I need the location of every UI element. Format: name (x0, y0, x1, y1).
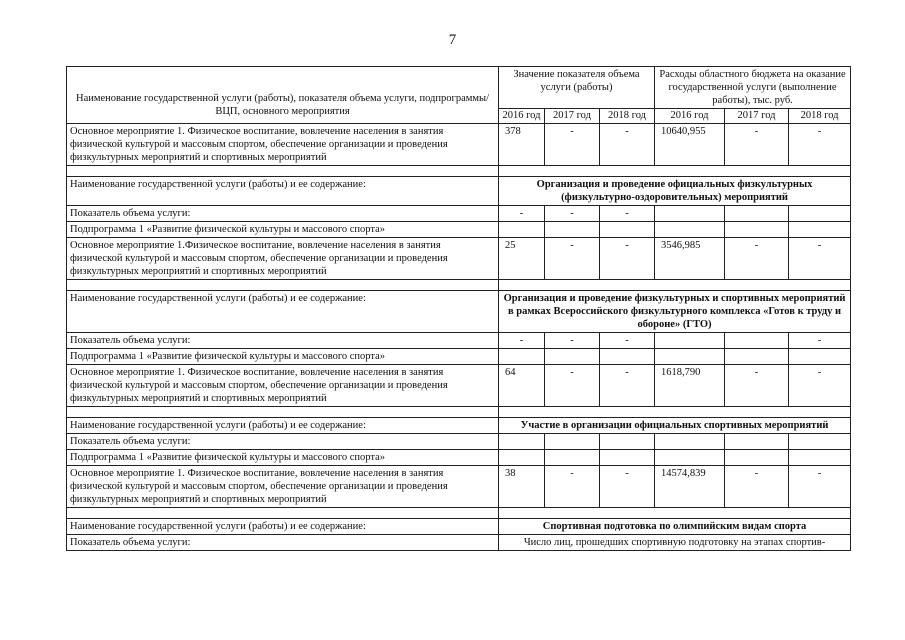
measure-row (67, 466, 851, 508)
service-title: Организация и проведение физкультурных и спортивных мероприятий в рамках Всероссийского физкультурного комплекса «Готов к труду и обороне» (ГТО) (499, 291, 851, 333)
value-2017: - (545, 124, 600, 166)
header-value-group: Значение показателя объема услуги (работы) (499, 67, 655, 109)
value-2018: - (600, 365, 655, 407)
service-name-label: Наименование государственной услуги (работы) и ее содержание: (67, 177, 499, 206)
expense-2017: - (725, 365, 789, 407)
expense-2016: 3546,985 (655, 238, 725, 280)
value-2018: - (600, 466, 655, 508)
expense-2017: - (725, 466, 789, 508)
service-name-row (67, 177, 851, 206)
header-row (67, 67, 851, 109)
year-cell: 2017 год (545, 109, 600, 124)
services-table (66, 66, 851, 551)
measure-text: Основное мероприятие 1. Физическое воспитание, вовлечение населения в занятия физической культурой и массовым спортом, обеспечение организации и проведения физкультурных мероприятий и спортивных мероприятий (67, 466, 499, 508)
spacer-row (67, 280, 851, 291)
measure-text: Основное мероприятие 1. Физическое воспитание, вовлечение населения в занятия физической культурой и массовым спортом, обеспечение организации и проведения физкультурных мероприятий и спортивных мероприятий (67, 124, 499, 166)
expense-2017: - (725, 238, 789, 280)
indicator-value: - (499, 206, 545, 222)
value-2016: 38 (499, 466, 545, 508)
expense-2016: 10640,955 (655, 124, 725, 166)
subprogram-row (67, 222, 851, 238)
subprogram-row (67, 349, 851, 365)
value-2018: - (600, 238, 655, 280)
expense-2018: - (789, 238, 851, 280)
year-cell: 2018 год (789, 109, 851, 124)
indicator-row (67, 206, 851, 222)
year-cell: 2017 год (725, 109, 789, 124)
value-2017: - (545, 466, 600, 508)
value-2016: 25 (499, 238, 545, 280)
spacer-row (67, 508, 851, 519)
expense-2018: - (789, 365, 851, 407)
service-name-row (67, 291, 851, 333)
year-cell: 2016 год (499, 109, 545, 124)
service-name-label: Наименование государственной услуги (работы) и ее содержание: (67, 291, 499, 333)
expense-2016: 1618,790 (655, 365, 725, 407)
spacer-row (67, 166, 851, 177)
header-name-cell: Наименование государственной услуги (работы), показателя объема услуги, подпрограммы/ВЦП, основного мероприятия (67, 67, 499, 124)
expense-2017: - (725, 124, 789, 166)
indicator-label: Показатель объема услуги: (67, 206, 499, 222)
measure-row (67, 124, 851, 166)
indicator-label: Показатель объема услуги: (67, 333, 499, 349)
expense-2018: - (789, 124, 851, 166)
indicator-label: Показатель объема услуги: (67, 535, 499, 551)
measure-row (67, 365, 851, 407)
value-2016: 378 (499, 124, 545, 166)
indicator-value: - (600, 333, 655, 349)
service-name-row (67, 519, 851, 535)
expense-2016: 14574,839 (655, 466, 725, 508)
indicator-value: - (600, 206, 655, 222)
subprogram-label: Подпрограмма 1 «Развитие физической культуры и массового спорта» (67, 450, 499, 466)
value-2018: - (600, 124, 655, 166)
indicator-value: - (545, 333, 600, 349)
value-2016: 64 (499, 365, 545, 407)
service-title: Организация и проведение официальных физкультурных (физкультурно-оздоровительных) мероприятий (499, 177, 851, 206)
subprogram-row (67, 450, 851, 466)
indicator-value: - (499, 333, 545, 349)
measure-text: Основное мероприятие 1.Физическое воспитание, вовлечение населения в занятия физической культурой и массовым спортом, обеспечение организации и проведения физкультурных мероприятий и спортивных мероприятий (67, 238, 499, 280)
indicator-label: Показатель объема услуги: (67, 434, 499, 450)
service-title: Спортивная подготовка по олимпийским видам спорта (499, 519, 851, 535)
indicator-row (67, 333, 851, 349)
value-2017: - (545, 238, 600, 280)
indicator-row (67, 434, 851, 450)
measure-text: Основное мероприятие 1. Физическое воспитание, вовлечение населения в занятия физической культурой и массовым спортом, обеспечение организации и проведения физкультурных мероприятий и спортивных мероприятий (67, 365, 499, 407)
subprogram-label: Подпрограмма 1 «Развитие физической культуры и массового спорта» (67, 349, 499, 365)
indicator-value: - (789, 333, 851, 349)
service-name-row (67, 418, 851, 434)
value-2017: - (545, 365, 600, 407)
page-number: 7 (448, 32, 457, 48)
header-expense-group: Расходы областного бюджета на оказание государственной услуги (выполнение работы), тыс. руб. (655, 67, 851, 109)
spacer-row (67, 407, 851, 418)
subprogram-label: Подпрограмма 1 «Развитие физической культуры и массового спорта» (67, 222, 499, 238)
indicator-text: Число лиц, прошедших спортивную подготовку на этапах спортив- (499, 535, 851, 551)
year-cell: 2016 год (655, 109, 725, 124)
service-name-label: Наименование государственной услуги (работы) и ее содержание: (67, 519, 499, 535)
measure-row (67, 238, 851, 280)
service-name-label: Наименование государственной услуги (работы) и ее содержание: (67, 418, 499, 434)
year-cell: 2018 год (600, 109, 655, 124)
expense-2018: - (789, 466, 851, 508)
indicator-value: - (545, 206, 600, 222)
service-title: Участие в организации официальных спортивных мероприятий (499, 418, 851, 434)
indicator-row (67, 535, 851, 551)
